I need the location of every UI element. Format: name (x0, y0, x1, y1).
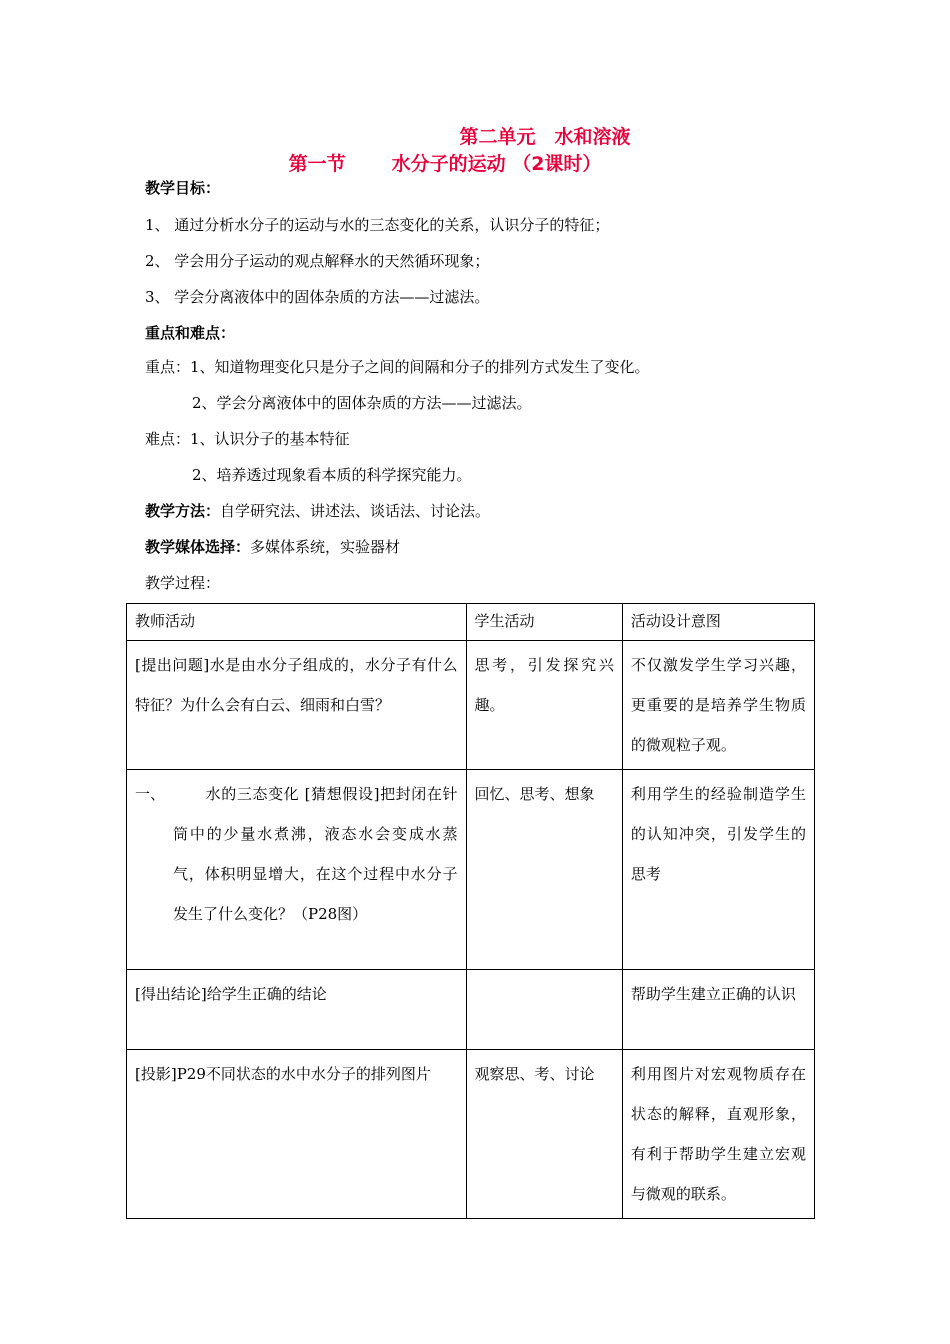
methods-line (145, 501, 490, 521)
teacher-activity-cell: [得出结论]给学生正确的结论 (127, 970, 467, 1050)
teacher-activity-cell: [投影]P29不同状态的水中水分子的排列图片 (127, 1050, 467, 1219)
table-row (127, 1050, 815, 1219)
student-activity-cell: 观察思、考、讨论 (466, 1050, 622, 1219)
media-label: 教学媒体选择： (145, 538, 251, 556)
unit-title: 第二单元 水和溶液 (459, 126, 631, 148)
media-line (145, 537, 400, 557)
design-intent-cell: 利用图片对宏观物质存在状态的解释，直观形象，有利于帮助学生建立宏观与微观的联系。 (622, 1050, 814, 1219)
objective-item-3: 3、 学会分离液体中的固体杂质的方法——过滤法。 (145, 288, 490, 306)
objective-item-1: 1、 通过分析水分子的运动与水的三态变化的关系，认识分子的特征； (145, 216, 610, 234)
student-activity-cell: 回忆、思考、想象 (466, 770, 622, 970)
teacher-activity-cell (127, 770, 467, 970)
student-activity-cell (466, 970, 622, 1050)
teacher-activity-number: 一、 (135, 785, 166, 803)
lesson-process-table (126, 603, 815, 1219)
methods-value: 自学研究法、讲述法、谈话法、讨论法。 (220, 502, 491, 520)
difficulty-point-2: 2、培养透过现象看本质的科学探究能力。 (192, 466, 472, 484)
objective-item-2: 2、 学会用分子运动的观点解释水的天然循环现象； (145, 252, 490, 270)
key-points-heading: 重点和难点： (145, 324, 236, 342)
focus-point-2: 2、学会分离液体中的固体杂质的方法——过滤法。 (192, 394, 532, 412)
table-row (127, 641, 815, 770)
focus-point-1: 重点：1、知道物理变化只是分子之间的间隔和分子的排列方式发生了变化。 (145, 358, 650, 376)
teacher-activity-cell: [提出问题]水是由水分子组成的，水分子有什么特征？为什么会有白云、细雨和白雪？ (127, 641, 467, 770)
design-intent-cell: 利用学生的经验制造学生的认知冲突，引发学生的思考 (622, 770, 814, 970)
header-teacher-activity: 教师活动 (127, 604, 467, 641)
header-design-intent: 活动设计意图 (622, 604, 814, 641)
student-activity-cell: 思考，引发探究兴趣。 (466, 641, 622, 770)
design-intent-cell: 不仅激发学生学习兴趣，更重要的是培养学生物质的微观粒子观。 (622, 641, 814, 770)
objectives-heading: 教学目标： (145, 179, 221, 197)
table-row (127, 970, 815, 1050)
section-topic: 水分子的运动 （2课时） (391, 153, 602, 175)
header-student-activity: 学生活动 (466, 604, 622, 641)
teacher-activity-text: 水的三态变化 [猜想假设]把封闭在针筒中的少量水煮沸，液态水会变成水蒸气，体积明显增大，在这个过程中水分子发生了什么变化？（P28图） (173, 785, 458, 923)
table-row (127, 770, 815, 970)
table-header-row (127, 604, 815, 641)
section-title (0, 149, 950, 176)
methods-label: 教学方法： (145, 502, 221, 520)
process-label: 教学过程： (145, 574, 221, 592)
media-value: 多媒体系统，实验器材 (250, 538, 401, 556)
design-intent-cell: 帮助学生建立正确的认识 (622, 970, 814, 1050)
section-number: 第一节 (288, 153, 346, 175)
difficulty-point-1: 难点：1、认识分子的基本特征 (145, 430, 350, 448)
